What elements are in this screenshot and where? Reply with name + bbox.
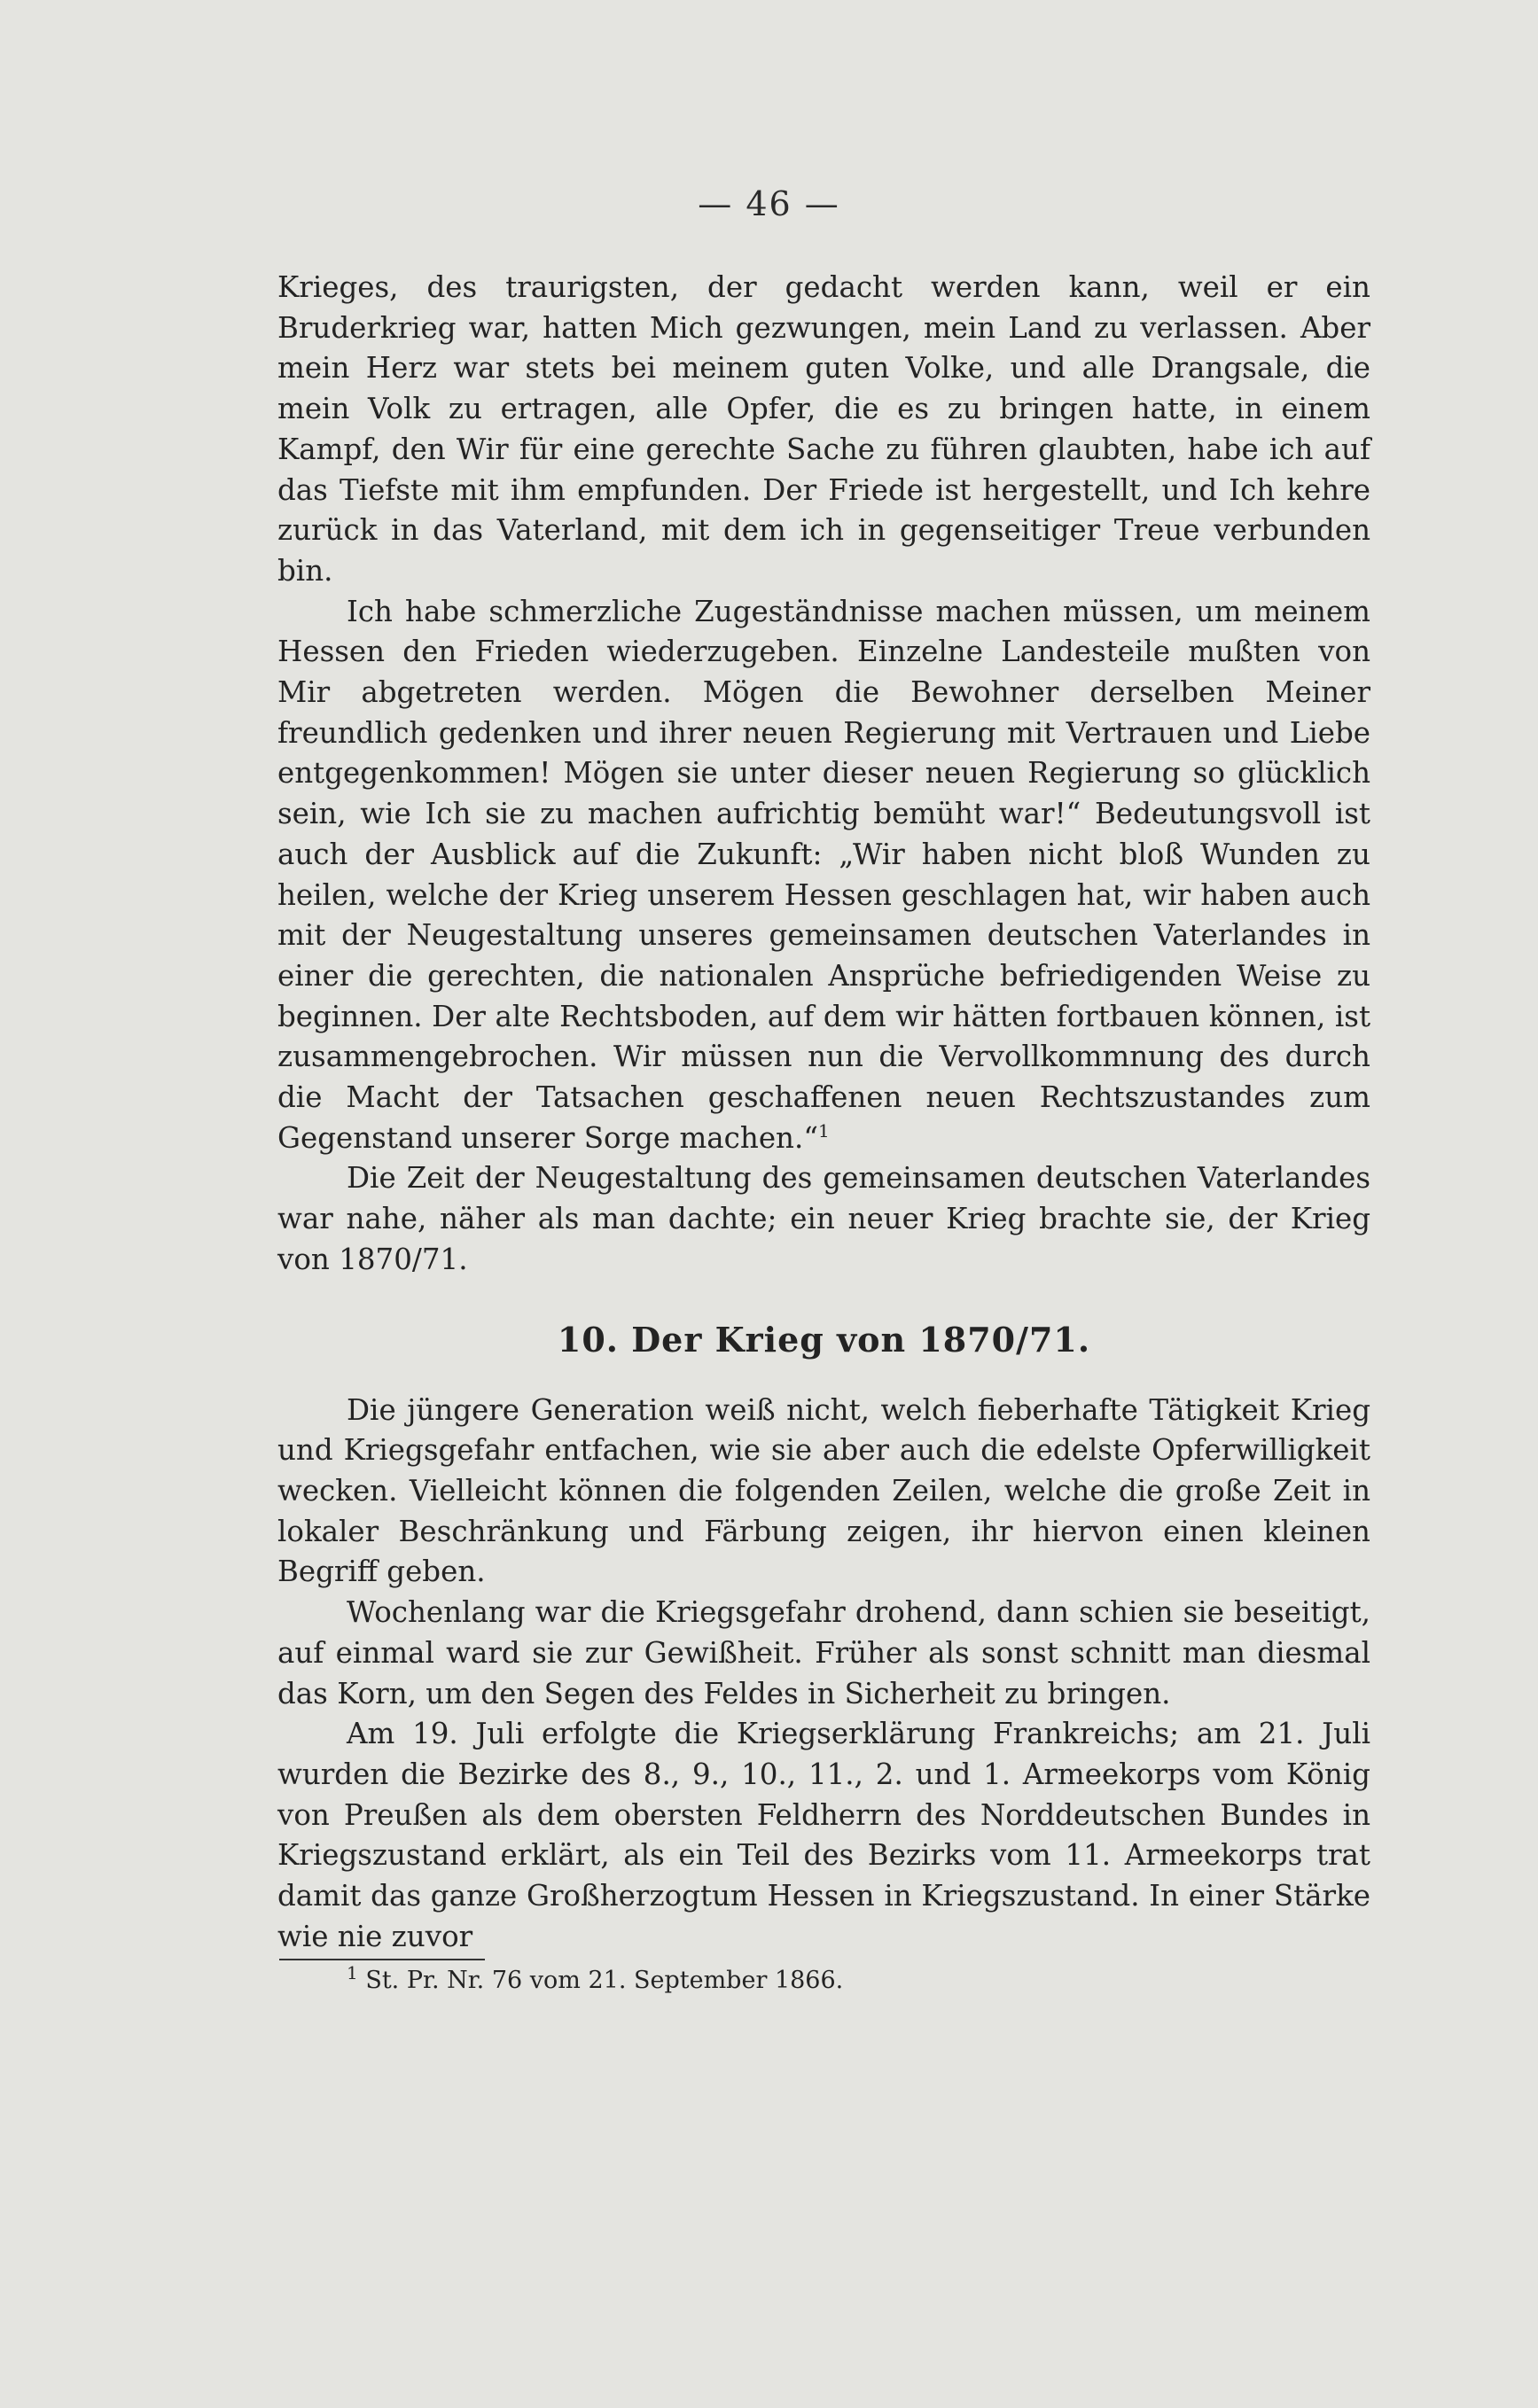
main-text (277, 268, 1370, 1998)
paragraph-3: Die Zeit der Neugestaltung des gemeinsamen deutschen Vaterlandes war nahe, näher als man dachte; ein neuer Krieg brachte sie, der Krieg von 1870/71. (277, 1161, 1370, 1276)
footnote-mark: 1 (347, 1962, 358, 1984)
paragraph-5: Wochenlang war die Kriegsgefahr drohend, dann schien sie beseitigt, auf einmal ward sie zur Gewißheit. Früher als sonst schnitt man diesmal das Korn, um den Segen des Feldes in Sicherheit zu bringen. (277, 1595, 1370, 1711)
footnote-reference: 1 (817, 1119, 830, 1142)
footnote-divider (279, 1959, 485, 1960)
section-heading: 10. Der Krieg von 1870/71. (557, 1319, 1091, 1360)
paragraph-4: Die jüngere Generation weiß nicht, welch fieberhafte Tätigkeit Krieg und Kriegsgefahr entfachen, wie sie aber auch die edelste Opferwilligkeit wecken. Vielleicht können die folgenden Zeilen, welche die große Zeit in lokaler Beschränkung und Färbung zeigen, ihr hiervon einen kleinen Begriff geben. (277, 1392, 1370, 1589)
paragraph-1: Krieges, des traurigsten, der gedacht werden kann, weil er ein Bruderkrieg war, hatten Mich gezwungen, mein Land zu verlassen. Aber mein Herz war stets bei meinem guten Volke, und alle Drangsale, die mein Volk zu ertragen, alle Opfer, die es zu bringen hatte, in einem Kampf, den Wir für eine gerechte Sache zu führen glaubten, habe ich auf das Tiefste mit ihm empfunden. Der Friede ist hergestellt, und Ich kehre zurück in das Vaterland, mit dem ich in gegenseitiger Treue verbunden bin. (277, 270, 1370, 588)
paragraph-2-text: Ich habe schmerzliche Zugeständnisse machen müssen, um meinem Hessen den Frieden wiederzugeben. Einzelne Landesteile mußten von Mir abgetreten werden. Mögen die Bewohner derselben Meiner freundlich gedenken und ihrer neuen Regierung mit Vertrauen und Liebe entgegenkommen! Mögen sie unter dieser neuen Regierung so glücklich sein, wie Ich sie zu machen aufrichtig bemüht war!“ Bedeutungsvoll ist auch der Ausblick auf die Zukunft: „Wir haben nicht bloß Wunden zu heilen, welche der Krieg unserem Hessen geschlagen hat, wir haben auch mit der Neugestaltung unseres gemeinsamen deutschen Vaterlandes in einer die gerechten, die nationalen Ansprüche befriedigenden Weise zu beginnen. Der alte Rechtsboden, auf dem wir hätten fortbauen können, ist zusammengebrochen. Wir müssen nun die Vervollkommnung des durch die Macht der Tatsachen geschaffenen neuen Rechtszustandes zum Gegenstand unserer Sorge machen.“ (277, 594, 1370, 1155)
footnote (347, 1964, 1370, 1998)
paragraph-6: Am 19. Juli erfolgte die Kriegserklärung Frankreichs; am 21. Juli wurden die Bezirke des 8., 9., 10., 11., 2. und 1. Armeekorps vom König von Preußen als dem obersten Feldherrn des Norddeutschen Bundes in Kriegszustand erklärt, als ein Teil des Bezirks vom 11. Armeekorps trat damit das ganze Großherzogtum Hessen in Kriegszustand. In einer Stärke wie nie zuvor (277, 1717, 1370, 1953)
footnote-text: St. Pr. Nr. 76 vom 21. September 1866. (365, 1967, 844, 1995)
paragraph-2 (277, 592, 1370, 1159)
page-number: — 46 — (698, 184, 840, 223)
